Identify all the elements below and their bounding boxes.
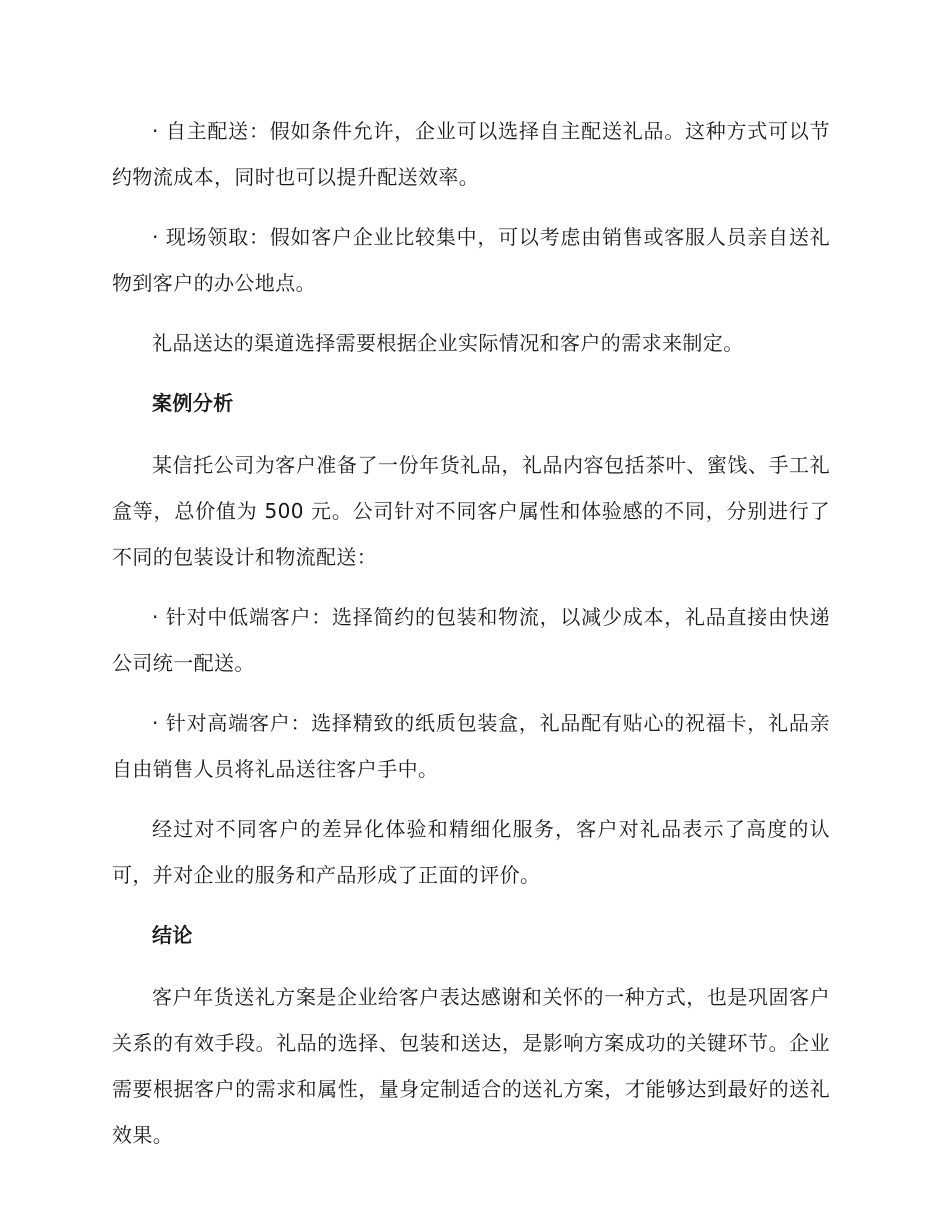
case-analysis-heading: 案例分析 (152, 391, 234, 415)
channel-summary-paragraph: 礼品送达的渠道选择需要根据企业实际情况和客户的需求来制定。 (152, 331, 744, 355)
bullet-self-delivery: · 自主配送：假如条件允许，企业可以选择自主配送礼品。这种方式可以节约物流成本，同时也可以提升配送效率。 (112, 119, 830, 189)
case-intro-paragraph: 某信托公司为客户准备了一份年货礼品，礼品内容包括茶叶、蜜饯、手工礼盒等，总价值为 500 元。公司针对不同客户属性和体验感的不同，分别进行了不同的包装设计和物流配送： (112, 453, 830, 569)
bullet-high-end-clients: · 针对高端客户：选择精致的纸质包装盒，礼品配有贴心的祝福卡，礼品亲自由销售人员将礼品送往客户手中。 (112, 711, 830, 781)
case-result-paragraph: 经过对不同客户的差异化体验和精细化服务，客户对礼品表示了高度的认可，并对企业的服务和产品形成了正面的评价。 (112, 817, 830, 887)
conclusion-paragraph: 客户年货送礼方案是企业给客户表达感谢和关怀的一种方式，也是巩固客户关系的有效手段。礼品的选择、包装和送达，是影响方案成功的关键环节。企业需要根据客户的需求和属性，量身定制适合的送礼方案，才能够达到最好的送礼效果。 (112, 985, 830, 1147)
conclusion-heading: 结论 (152, 923, 193, 947)
bullet-onsite-pickup: · 现场领取：假如客户企业比较集中，可以考虑由销售或客服人员亲自送礼物到客户的办公地点。 (112, 225, 830, 295)
bullet-mid-low-clients: · 针对中低端客户：选择简约的包装和物流，以减少成本，礼品直接由快递公司统一配送。 (112, 605, 830, 675)
